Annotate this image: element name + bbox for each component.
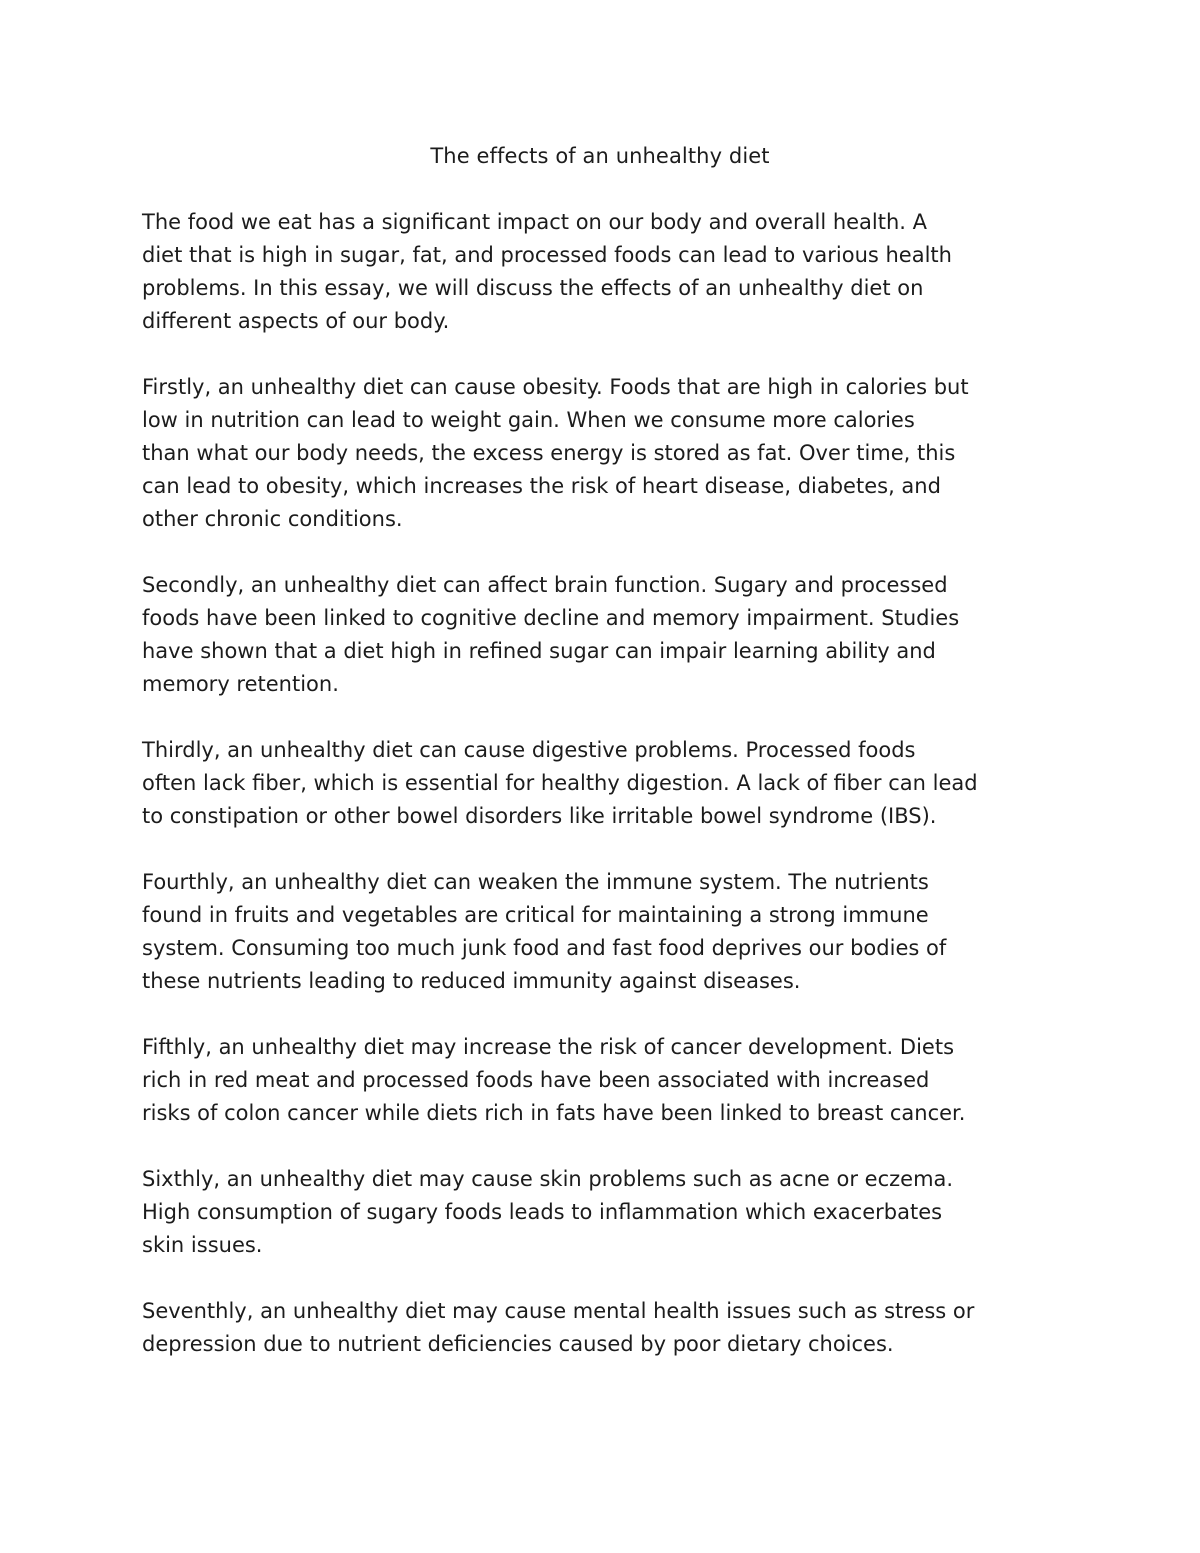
paragraph-line: Sixthly, an unhealthy diet may cause skin problems such as acne or eczema.	[142, 1167, 954, 1191]
paragraph-line: low in nutrition can lead to weight gain. When we consume more calories	[142, 408, 915, 432]
paragraph-line: these nutrients leading to reduced immunity against diseases.	[142, 969, 801, 993]
document-body	[142, 206, 1072, 1394]
paragraph-line: High consumption of sugary foods leads to inflammation which exacerbates	[142, 1200, 943, 1224]
paragraph-line: diet that is high in sugar, fat, and processed foods can lead to various health	[142, 243, 952, 267]
paragraph-line: to constipation or other bowel disorders like irritable bowel syndrome (IBS).	[142, 804, 937, 828]
paragraph-line: Seventhly, an unhealthy diet may cause mental health issues such as stress or	[142, 1299, 975, 1323]
paragraph	[142, 569, 1072, 701]
paragraph-line: have shown that a diet high in refined sugar can impair learning ability and	[142, 639, 936, 663]
paragraph-line: problems. In this essay, we will discuss the effects of an unhealthy diet on	[142, 276, 924, 300]
paragraph-line: memory retention.	[142, 672, 339, 696]
paragraph	[142, 866, 1072, 998]
paragraph	[142, 206, 1072, 338]
paragraph-line: depression due to nutrient deficiencies caused by poor dietary choices.	[142, 1332, 894, 1356]
paragraph	[142, 1295, 1072, 1361]
paragraph	[142, 1163, 1072, 1262]
paragraph	[142, 1031, 1072, 1130]
paragraph-line: can lead to obesity, which increases the risk of heart disease, diabetes, and	[142, 474, 941, 498]
paragraph-line: risks of colon cancer while diets rich in fats have been linked to breast cancer.	[142, 1101, 966, 1125]
paragraph-line: different aspects of our body.	[142, 309, 450, 333]
paragraph-line: than what our body needs, the excess energy is stored as fat. Over time, this	[142, 441, 956, 465]
paragraph-line: system. Consuming too much junk food and fast food deprives our bodies of	[142, 936, 947, 960]
paragraph-line: The food we eat has a significant impact on our body and overall health. A	[142, 210, 928, 234]
paragraph-line: Thirdly, an unhealthy diet can cause digestive problems. Processed foods	[142, 738, 916, 762]
document-title: The effects of an unhealthy diet	[430, 144, 770, 168]
paragraph-line: Secondly, an unhealthy diet can affect brain function. Sugary and processed	[142, 573, 948, 597]
paragraph	[142, 371, 1072, 536]
paragraph-line: Fifthly, an unhealthy diet may increase the risk of cancer development. Diets	[142, 1035, 955, 1059]
paragraph-line: Fourthly, an unhealthy diet can weaken the immune system. The nutrients	[142, 870, 929, 894]
paragraph-line: skin issues.	[142, 1233, 263, 1257]
paragraph-line: often lack fiber, which is essential for healthy digestion. A lack of fiber can lead	[142, 771, 978, 795]
paragraph-line: other chronic conditions.	[142, 507, 403, 531]
paragraph	[142, 734, 1072, 833]
paragraph-line: Firstly, an unhealthy diet can cause obesity. Foods that are high in calories but	[142, 375, 969, 399]
paragraph-line: rich in red meat and processed foods have been associated with increased	[142, 1068, 930, 1092]
paragraph-line: found in fruits and vegetables are critical for maintaining a strong immune	[142, 903, 929, 927]
paragraph-line: foods have been linked to cognitive decline and memory impairment. Studies	[142, 606, 960, 630]
